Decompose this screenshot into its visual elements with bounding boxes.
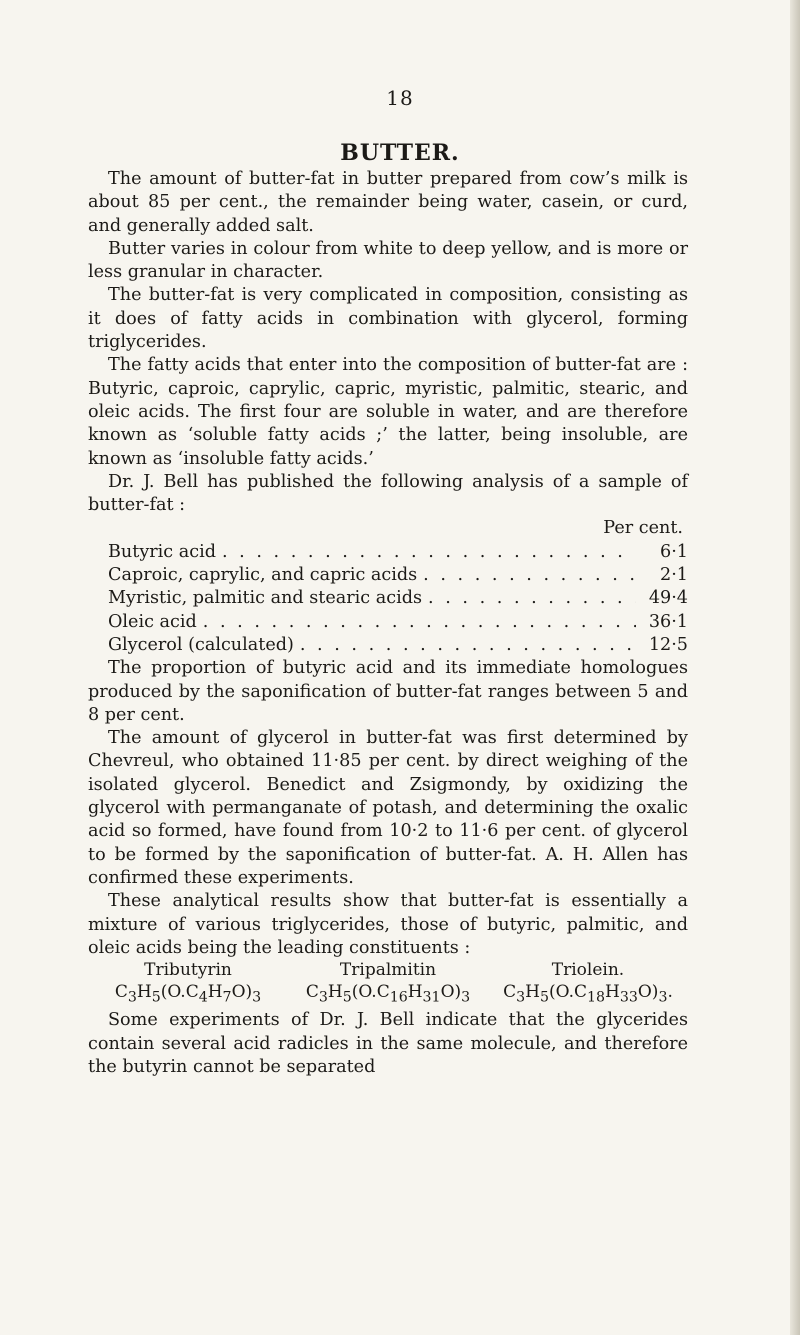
glyceride-name: Tripalmitin: [339, 960, 437, 981]
paragraph: The butter-fat is very complicated in composition, consisting as it does of fatty acids in combination with glycerol, forming triglycerides.: [88, 285, 688, 353]
glyceride-formula: $C_3H_5(O.C_{16}H_{31}O)_3$: [305, 982, 471, 1006]
paragraph: Dr. J. Bell has published the following analysis of a sample of butter-fat :: [88, 471, 688, 516]
glyceride-formula: $C_3H_5(O.C_{18}H_{33}O)_3$.: [503, 982, 673, 1006]
constituent-name: Oleic acid: [108, 611, 197, 632]
page-body: [88, 168, 688, 1079]
paragraph: The amount of glycerol in butter-fat was first determined by Chevreul, who obtained 11·85 per cent. by direct weighing of the isolated glycerol. Benedict and Zsigmondy, by oxidizing the glycerol with permanganate of potash, and determining the oxalic acid so formed, have found from 10·2 to 11·6 per cent. of glycerol to be formed by the saponification of butter-fat. A. H. Allen has confirmed these experiments.: [88, 728, 688, 888]
dot-leader: [222, 541, 636, 564]
paragraph: The amount of butter-fat in butter prepared from cow’s milk is about 85 per cent., the remainder being water, casein, or curd, and generally added salt.: [88, 169, 688, 236]
percent-value: 12·5: [648, 634, 688, 655]
percent-value: 36·1: [648, 611, 688, 632]
percent-value: 2·1: [660, 565, 688, 586]
paragraph: The fatty acids that enter into the composition of butter-fat are : Butyric, caproic, caprylic, capric, myristic, palmitic, stearic, and oleic acids. The first four are soluble in water, and are therefore known as ‘soluble fatty acids ;’ the latter, being insoluble, are known as ‘insoluble fatty acids.’: [88, 355, 688, 469]
constituent-name: Myristic, palmitic and stearic acids: [108, 588, 423, 609]
glyceride-column: [288, 960, 488, 1009]
dot-leader: [300, 634, 636, 657]
chapter-heading: BUTTER.: [340, 140, 460, 166]
page-number: 18: [386, 86, 414, 110]
percent-value: 6·1: [660, 541, 688, 562]
glyceride-column: [88, 960, 288, 1009]
paragraph: These analytical results show that butter-fat is essentially a mixture of various triglycerides, those of butyric, palmitic, and oleic acids being the leading constituents :: [88, 891, 688, 958]
constituent-name: Butyric acid: [108, 541, 216, 562]
analysis-row: [88, 634, 688, 657]
dot-leader: [203, 611, 636, 634]
analysis-table: [88, 517, 688, 657]
paragraph: The proportion of butyric acid and its immediate homologues produced by the saponification of butter-fat ranges between 5 and 8 per cent.: [88, 658, 688, 725]
glyceride-name: Triolein.: [551, 960, 625, 981]
percent-column-header: Per cent.: [603, 518, 683, 539]
glyceride-name: Tributyrin: [144, 960, 232, 981]
analysis-row: [88, 611, 688, 634]
percent-value: 49·4: [648, 588, 688, 609]
paragraph: Butter varies in colour from white to deep yellow, and is more or less granular in character.: [88, 238, 688, 283]
dot-leader: [423, 564, 636, 587]
analysis-row: [88, 587, 688, 610]
glyceride-formulas: [88, 960, 688, 1009]
glyceride-formula: $C_3H_5(O.C_4H_7O)_3$: [114, 982, 262, 1006]
analysis-row: [88, 541, 688, 564]
glyceride-column: [488, 960, 688, 1009]
constituent-name: Caproic, caprylic, and capric acids: [108, 565, 418, 586]
constituent-name: Glycerol (calculated): [108, 634, 294, 655]
page-edge: [790, 0, 800, 1335]
paragraph: Some experiments of Dr. J. Bell indicate that the glycerides contain several acid radicles in the same molecule, and therefore the butyrin cannot be separated: [88, 1010, 688, 1078]
dot-leader: [428, 587, 636, 610]
analysis-row: [88, 564, 688, 587]
